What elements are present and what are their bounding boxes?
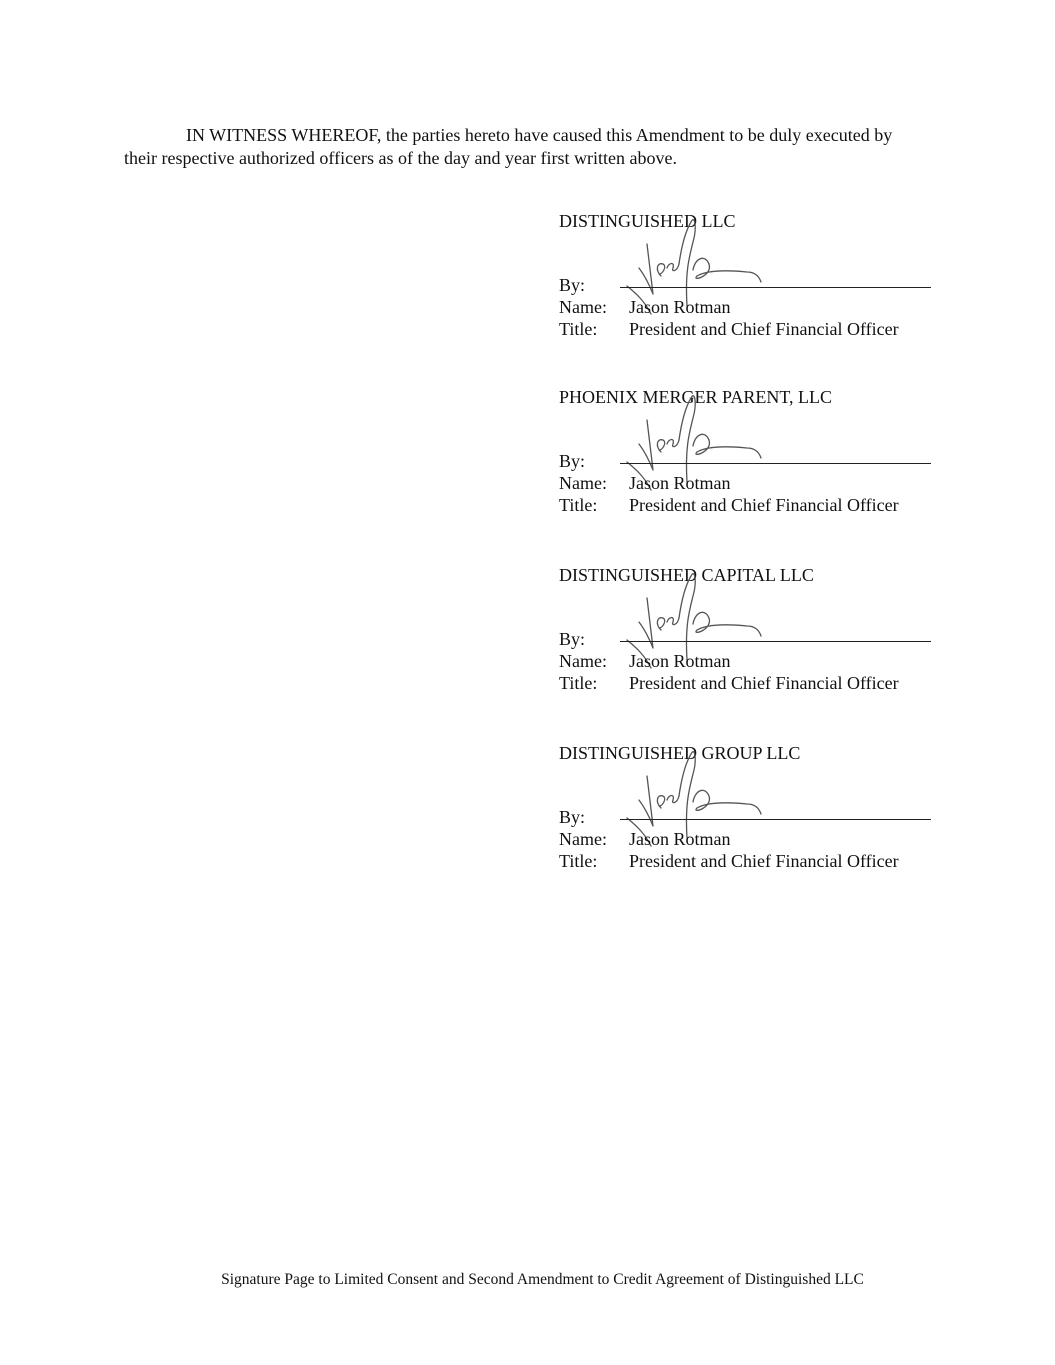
by-row [559,628,629,650]
title-row [559,672,899,694]
signature-line [620,287,931,288]
signatory-name: Jason Rotman [629,473,731,493]
signatory-title: President and Chief Financial Officer [629,673,899,693]
signature-line [620,819,931,820]
title-label: Title: [559,851,598,871]
name-label: Name: [559,297,607,317]
by-row [559,806,629,828]
signatory-title: President and Chief Financial Officer [629,851,899,871]
name-label: Name: [559,651,607,671]
by-label: By: [559,451,586,471]
page-footer: Signature Page to Limited Consent and Second Amendment to Credit Agreement of Distinguished LLC [221,1271,864,1288]
entity-name: DISTINGUISHED CAPITAL LLC [559,565,814,585]
signatory-title: President and Chief Financial Officer [629,495,899,515]
signatory-name: Jason Rotman [629,829,731,849]
by-row [559,450,629,472]
by-label: By: [559,807,586,827]
title-row [559,318,899,340]
entity-name: PHOENIX MERGER PARENT, LLC [559,387,833,407]
title-row [559,494,899,516]
signature-line [620,463,931,464]
name-row [559,472,731,494]
signatory-name: Jason Rotman [629,651,731,671]
title-label: Title: [559,673,598,693]
entity-name: DISTINGUISHED LLC [559,211,736,231]
signatory-title: President and Chief Financial Officer [629,319,899,339]
name-label: Name: [559,473,607,493]
by-label: By: [559,629,586,649]
name-row [559,828,731,850]
signature-line [620,641,931,642]
by-row [559,274,629,296]
signatory-name: Jason Rotman [629,297,731,317]
name-row [559,296,731,318]
entity-name: DISTINGUISHED GROUP LLC [559,743,801,763]
title-label: Title: [559,319,598,339]
title-label: Title: [559,495,598,515]
name-row [559,650,731,672]
by-label: By: [559,275,586,295]
name-label: Name: [559,829,607,849]
witness-paragraph: IN WITNESS WHEREOF, the parties hereto have caused this Amendment to be duly executed by their respective authorized officers as of the day and year first written above. [124,125,893,168]
title-row [559,850,899,872]
